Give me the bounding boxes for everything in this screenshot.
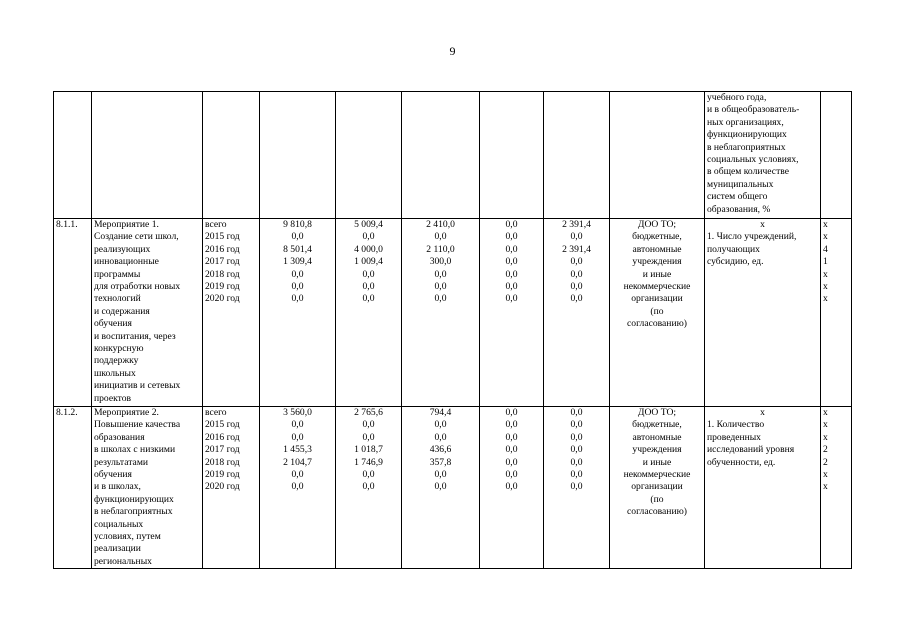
- program-table: [53, 91, 852, 569]
- year-label: 2017 год: [205, 444, 240, 456]
- regional-value: 2 410,0: [426, 219, 455, 230]
- continued-row: [54, 92, 852, 219]
- other-value: 0,0: [570, 407, 583, 418]
- indicator-value: x: [823, 419, 828, 431]
- federal-value: 2 765,6: [354, 407, 383, 418]
- total-value: 0,0: [291, 280, 304, 292]
- federal-value: 0,0: [362, 419, 375, 431]
- executor-cell: ДОО ТО; бюджетные, автономные учреждения и иные некоммерческие организации (по согласованию): [610, 219, 705, 407]
- row-name: Мероприятие 2. Повышение качества образования в школах с низкими результатами обучения и в школах, функционирующих в неблагоприятных социальных условиях, путем реализации региональных: [92, 407, 203, 569]
- total-value: 0,0: [291, 468, 304, 480]
- federal-value: 1 018,7: [354, 444, 383, 456]
- indicator-value: 2: [823, 444, 828, 456]
- executor-cell: ДОО ТО; бюджетные, автономные учреждения и иные некоммерческие организации (по согласованию): [610, 407, 705, 569]
- local-cell: [480, 219, 544, 407]
- other-value: 0,0: [570, 268, 583, 280]
- indicator-value: x: [823, 293, 828, 305]
- other-value: 0,0: [570, 468, 583, 480]
- federal-value: 0,0: [362, 280, 375, 292]
- indicator-value: x: [823, 231, 828, 243]
- local-value: 0,0: [505, 219, 518, 230]
- total-value: 0,0: [291, 293, 304, 305]
- indicator-value: 2: [823, 456, 828, 468]
- indicator-values-cell: [821, 407, 852, 569]
- regional-cell: [402, 407, 480, 569]
- local-value: 0,0: [505, 231, 518, 243]
- local-value: 0,0: [505, 243, 518, 255]
- local-value: 0,0: [505, 280, 518, 292]
- row-id: 8.1.2.: [54, 407, 92, 569]
- federal-cell: [336, 219, 402, 407]
- total-value: 8 501,4: [283, 243, 312, 255]
- indicator-value: 1: [823, 256, 828, 268]
- year-label: 2017 год: [205, 256, 240, 268]
- total-value: 2 104,7: [283, 456, 312, 468]
- other-value: 0,0: [570, 419, 583, 431]
- table-row: [54, 407, 852, 569]
- federal-value: 0,0: [362, 268, 375, 280]
- other-cell: [544, 407, 610, 569]
- federal-value: 0,0: [362, 231, 375, 243]
- other-value: 0,0: [570, 431, 583, 443]
- year-label: 2018 год: [205, 456, 240, 468]
- local-value: 0,0: [505, 419, 518, 431]
- regional-value: 0,0: [434, 268, 447, 280]
- other-value: 2 391,4: [562, 243, 591, 255]
- row-id: 8.1.1.: [54, 219, 92, 407]
- regional-value: 300,0: [429, 256, 452, 268]
- other-value: 0,0: [570, 256, 583, 268]
- local-value: 0,0: [505, 456, 518, 468]
- local-value: 0,0: [505, 481, 518, 493]
- regional-value: 0,0: [434, 468, 447, 480]
- row-name: Мероприятие 1. Создание сети школ, реализующих инновационные программы для отработки новых технологий и содержания обучения и воспитания, через конкурсную поддержку школьных инициатив и сетевых проектов: [92, 219, 203, 407]
- federal-value: 0,0: [362, 293, 375, 305]
- local-value: 0,0: [505, 293, 518, 305]
- total-value: 0,0: [291, 481, 304, 493]
- total-value: 0,0: [291, 268, 304, 280]
- federal-value: 5 009,4: [354, 219, 383, 230]
- year-label: 2019 год: [205, 468, 240, 480]
- indicator-cell: [705, 219, 821, 407]
- indicator-value: x: [823, 468, 828, 480]
- federal-value: 0,0: [362, 431, 375, 443]
- regional-value: 0,0: [434, 280, 447, 292]
- year-label: 2020 год: [205, 293, 240, 305]
- total-cell: [260, 407, 336, 569]
- local-value: 0,0: [505, 256, 518, 268]
- regional-value: 0,0: [434, 431, 447, 443]
- page-number: 9: [449, 44, 456, 58]
- regional-value: 0,0: [434, 419, 447, 431]
- federal-value: 1 746,9: [354, 456, 383, 468]
- local-value: 0,0: [505, 444, 518, 456]
- regional-value: 0,0: [434, 481, 447, 493]
- indicator-text: 1. Количество проведенных исследований уровня обученности, ед.: [707, 419, 795, 468]
- federal-value: 0,0: [362, 468, 375, 480]
- year-label: 2015 год: [205, 231, 240, 243]
- other-value: 0,0: [570, 456, 583, 468]
- total-value: 0,0: [291, 431, 304, 443]
- total-value: 3 560,0: [283, 407, 312, 418]
- year-label: 2015 год: [205, 419, 240, 431]
- year-label: 2020 год: [205, 481, 240, 493]
- year-label: 2016 год: [205, 243, 240, 255]
- regional-value: 2 110,0: [426, 243, 455, 255]
- federal-value: 4 000,0: [354, 243, 383, 255]
- total-value: 0,0: [291, 419, 304, 431]
- regional-value: 794,4: [429, 407, 452, 418]
- local-value: 0,0: [505, 431, 518, 443]
- other-value: 0,0: [570, 293, 583, 305]
- year-label: всего: [205, 407, 227, 418]
- continued-indicator: учебного года, и в общеобразователь- ных организациях, функционирующих в неблагоприятных социальных условиях, в общем количестве муниципальных систем общего образования, %: [705, 92, 821, 219]
- federal-value: 0,0: [362, 481, 375, 493]
- indicator-cell: [705, 407, 821, 569]
- indicator-text: 1. Число учреждений, получающих субсидию, ед.: [707, 231, 797, 268]
- local-cell: [480, 407, 544, 569]
- local-value: 0,0: [505, 468, 518, 480]
- local-value: 0,0: [505, 268, 518, 280]
- year-label: всего: [205, 219, 227, 230]
- regional-value: 0,0: [434, 293, 447, 305]
- total-value: 0,0: [291, 231, 304, 243]
- indicator-value: 4: [823, 243, 828, 255]
- indicator-value: x: [823, 481, 828, 493]
- federal-cell: [336, 407, 402, 569]
- year-label: 2019 год: [205, 280, 240, 292]
- indicator-value: x: [823, 407, 828, 418]
- year-label: 2016 год: [205, 431, 240, 443]
- year-label: 2018 год: [205, 268, 240, 280]
- total-value: 1 309,4: [283, 256, 312, 268]
- other-cell: [544, 219, 610, 407]
- local-value: 0,0: [505, 407, 518, 418]
- other-value: 0,0: [570, 280, 583, 292]
- other-value: 2 391,4: [562, 219, 591, 230]
- regional-value: 357,8: [429, 456, 452, 468]
- total-value: 9 810,8: [283, 219, 312, 230]
- other-value: 0,0: [570, 444, 583, 456]
- other-value: 0,0: [570, 231, 583, 243]
- indicator-value: x: [823, 268, 828, 280]
- indicator-value: x: [823, 431, 828, 443]
- indicator-values-cell: [821, 219, 852, 407]
- indicator-value: x: [823, 219, 828, 230]
- indicator-head: x: [760, 407, 765, 418]
- indicator-value: x: [823, 280, 828, 292]
- total-value: 1 455,3: [283, 444, 312, 456]
- regional-cell: [402, 219, 480, 407]
- regional-value: 436,6: [429, 444, 452, 456]
- other-value: 0,0: [570, 481, 583, 493]
- table-row: [54, 219, 852, 407]
- indicator-head: x: [760, 219, 765, 230]
- years-cell: [203, 219, 260, 407]
- years-cell: [203, 407, 260, 569]
- federal-value: 1 009,4: [354, 256, 383, 268]
- total-cell: [260, 219, 336, 407]
- regional-value: 0,0: [434, 231, 447, 243]
